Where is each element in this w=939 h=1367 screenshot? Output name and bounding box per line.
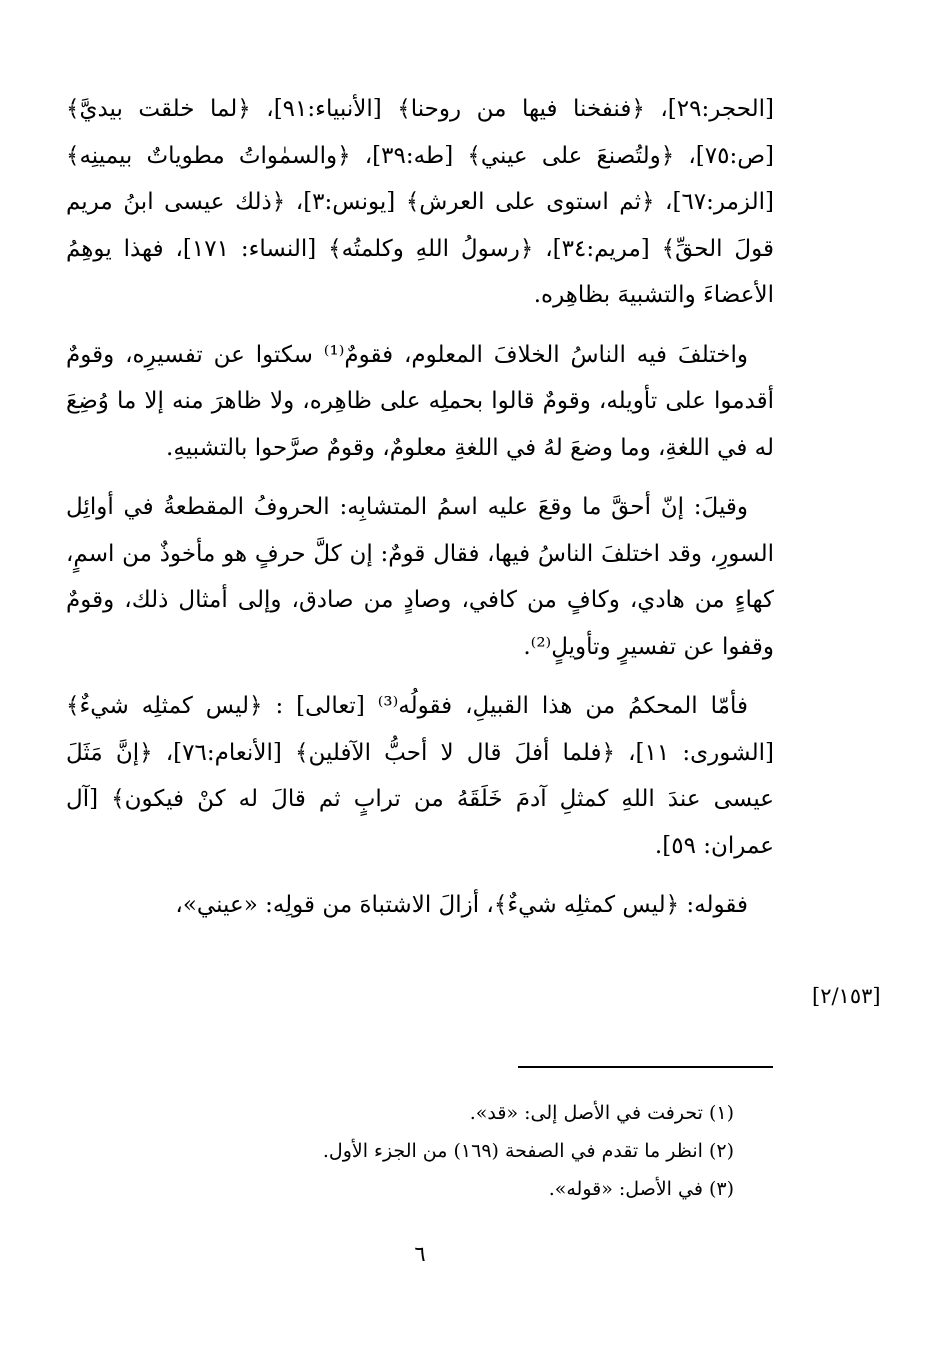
page-number: ٦ [414,1242,426,1266]
footnote-separator [518,1066,773,1068]
manuscript-folio-marker: [٢/١٥٣] [812,984,881,1008]
footnote-2: (٢) انظر ما تقدم في الصفحة (١٦٩) من الجزء الأول. [322,1140,734,1162]
main-text [66,86,774,929]
paragraph-conclusion: فقوله: ﴿ليس كمثلِه شيءٌ﴾، أزالَ الاشتباهَ من قولِه: «عيني»، [175,892,748,918]
footnotes [200,1094,734,1208]
paragraph-disjointed-letters: وقيلَ: إنّ أحقَّ ما وقعَ عليه اسمُ المتشابِه: الحروفُ المقطعةُ في أوائِل السورِ، وقد اختلفَ الناسُ فيها، فقال قومٌ: إن كلَّ حرفٍ هو مأخوذٌ من اسمٍ، كهاءٍ من هادي، وكافٍ من كافي، وصادٍ من صادق، وإلى أمثال ذلك، وقومٌ وقفوا عن تفسيرٍ وتأويلٍ⁽²⁾. [66,494,774,660]
footnote-1: (١) تحرفت في الأصل إلى: «قد». [469,1102,734,1124]
footnote-3: (٣) في الأصل: «قوله». [548,1178,734,1200]
paragraph-muhkam: فأمّا المحكمُ من هذا القبيلِ، فقولُه⁽³⁾ [تعالى] : ﴿ليس كمثلِه شيءٌ﴾ [الشورى: ١١]، ﴿فلما أفلَ قال لا أحبُّ الآفلين﴾ [الأنعام:٧٦]، ﴿إنَّ مَثَلَ عيسى عندَ اللهِ كمثلِ آدمَ خَلَقَهُ من ترابٍ ثم قالَ له كنْ فيكون﴾ [آل عمران: ٥٩]. [66,693,774,859]
paragraph-disagreement: واختلفَ فيه الناسُ الخلافَ المعلوم، فقومٌ⁽¹⁾ سكتوا عن تفسيرِه، وقومٌ أقدموا على تأويله، وقومٌ قالوا بحملِه على ظاهِره، ولا ظاهرَ منه إلا ما وُضِعَ له في اللغةِ، وما وضعَ لهُ في اللغةِ معلومٌ، وقومٌ صرَّحوا بالتشبيهِ. [66,341,774,461]
paragraph-quran-references: [الحجر:٢٩]، ﴿فنفخنا فيها من روحنا﴾ [الأنبياء:٩١]، ﴿لما خلقت بيديَّ﴾ [ص:٧٥]، ﴿ولتُصنعَ على عيني﴾ [طه:٣٩]، ﴿والسمٰواتُ مطوياتٌ بيمينِه﴾ [الزمر:٦٧]، ﴿ثم استوى على العرش﴾ [يونس:٣]، ﴿ذلك عيسى ابنُ مريم قولَ الحقِّ﴾ [مريم:٣٤]، ﴿رسولُ اللهِ وكلمتُه﴾ [النساء: ١٧١]، فهذا يوهِمُ الأعضاءَ والتشبيهَ بظاهِره. [66,96,774,308]
